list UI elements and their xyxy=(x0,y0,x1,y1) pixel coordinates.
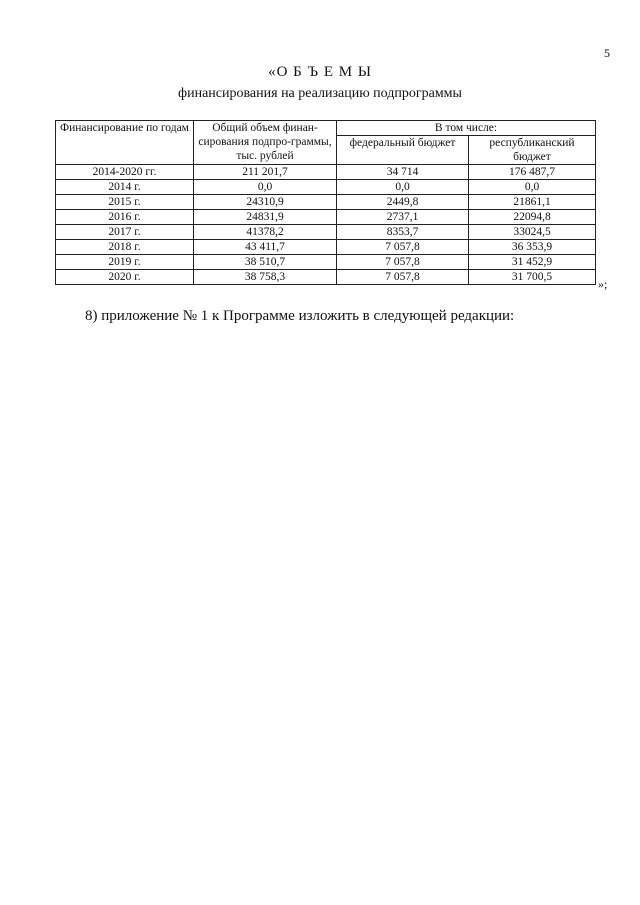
document-subtitle: финансирования на реализацию подпрограммы xyxy=(178,86,462,101)
table-row xyxy=(56,225,596,240)
cell-republic: 31 452,9 xyxy=(469,255,596,270)
cell-year: 2020 г. xyxy=(56,270,194,285)
header-including: В том числе: xyxy=(337,121,596,136)
table-row xyxy=(56,180,596,195)
cell-total: 24310,9 xyxy=(194,195,337,210)
cell-federal: 34 714 xyxy=(337,165,469,180)
page-number: 5 xyxy=(604,46,610,60)
financing-table xyxy=(55,120,596,285)
header-federal-budget: федеральный бюджет xyxy=(337,136,469,165)
cell-federal: 0,0 xyxy=(337,180,469,195)
table-row xyxy=(56,255,596,270)
cell-republic: 22094,8 xyxy=(469,210,596,225)
cell-total: 0,0 xyxy=(194,180,337,195)
instruction-paragraph: 8) приложение № 1 к Программе изложить в следующей редакции: xyxy=(85,308,515,324)
cell-total: 43 411,7 xyxy=(194,240,337,255)
cell-year: 2014 г. xyxy=(56,180,194,195)
cell-year: 2017 г. xyxy=(56,225,194,240)
cell-federal: 2737,1 xyxy=(337,210,469,225)
cell-total: 211 201,7 xyxy=(194,165,337,180)
header-total-volume: Общий объем финан-сирования подпро-граммы, тыс. рублей xyxy=(194,121,337,165)
cell-federal: 7 057,8 xyxy=(337,270,469,285)
cell-year: 2015 г. xyxy=(56,195,194,210)
document-title: «О Б Ъ Е М Ы xyxy=(268,64,372,80)
cell-federal: 8353,7 xyxy=(337,225,469,240)
cell-total: 38 758,3 xyxy=(194,270,337,285)
table-row xyxy=(56,210,596,225)
cell-federal: 7 057,8 xyxy=(337,240,469,255)
table-row xyxy=(56,270,596,285)
cell-republic: 176 487,7 xyxy=(469,165,596,180)
cell-republic: 0,0 xyxy=(469,180,596,195)
table-row xyxy=(56,165,596,180)
header-financing-by-years: Финансирование по годам xyxy=(56,121,194,165)
header-republic-budget: республиканский бюджет xyxy=(469,136,596,165)
table-row xyxy=(56,195,596,210)
cell-federal: 2449,8 xyxy=(337,195,469,210)
cell-republic: 21861,1 xyxy=(469,195,596,210)
cell-total: 38 510,7 xyxy=(194,255,337,270)
cell-year: 2018 г. xyxy=(56,240,194,255)
cell-federal: 7 057,8 xyxy=(337,255,469,270)
cell-year: 2014-2020 гг. xyxy=(56,165,194,180)
cell-year: 2016 г. xyxy=(56,210,194,225)
cell-total: 24831,9 xyxy=(194,210,337,225)
cell-republic: 33024,5 xyxy=(469,225,596,240)
table-header-row xyxy=(56,121,596,136)
cell-republic: 36 353,9 xyxy=(469,240,596,255)
closing-quote: »; xyxy=(598,277,608,291)
cell-total: 41378,2 xyxy=(194,225,337,240)
table-row xyxy=(56,240,596,255)
cell-republic: 31 700,5 xyxy=(469,270,596,285)
cell-year: 2019 г. xyxy=(56,255,194,270)
